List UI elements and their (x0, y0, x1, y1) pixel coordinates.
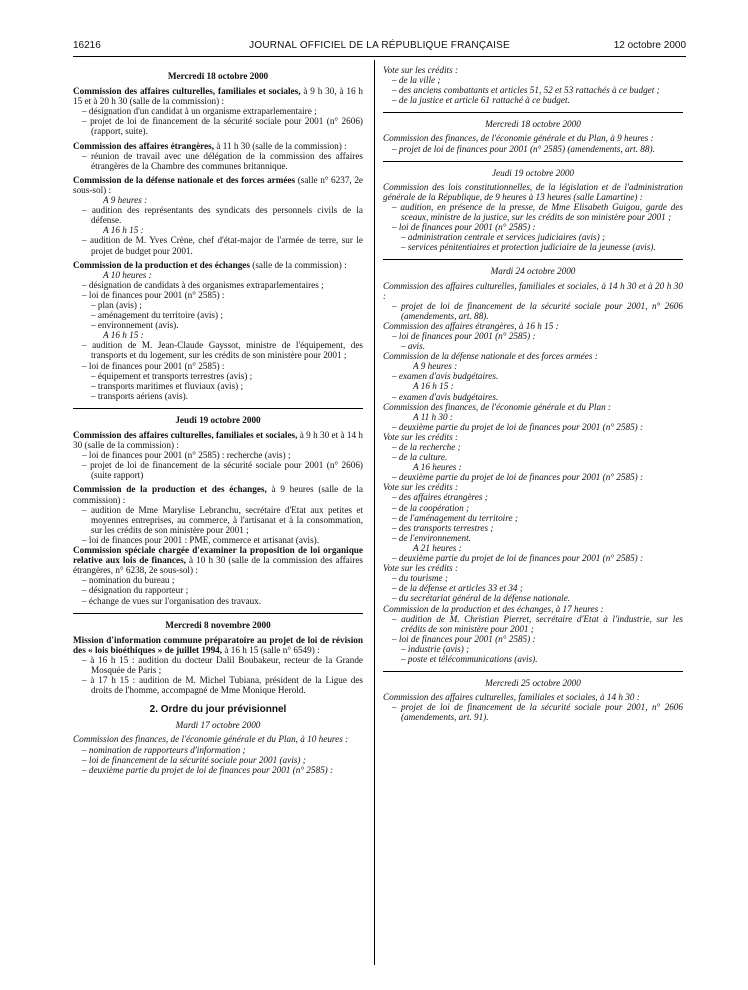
day-heading: Mardi 17 octobre 2000 (175, 720, 261, 731)
meeting-entry: Commission de la production et des échanges, à 9 heures (salle de la commission) : (73, 484, 364, 505)
time-label: A 11 h 30 : (413, 411, 453, 422)
time-label: A 21 heures : (413, 542, 462, 553)
meeting-entry: Commission des finances, de l'économie générale et du Plan, à 10 heures : (73, 734, 349, 745)
header-rule (73, 56, 686, 57)
section-divider (383, 259, 683, 260)
section-title: 2. Ordre du jour prévisionnel (149, 704, 287, 716)
agenda-item: – des affaires étrangères ; (392, 492, 488, 503)
agenda-item: – projet de loi de financement de la sécurité sociale pour 2001 (n° 2606) (rapport, suite). (82, 116, 363, 137)
agenda-item: – loi de finances pour 2001 (n° 2585) : (82, 289, 225, 300)
agenda-item: – de la coopération ; (392, 502, 470, 513)
meeting-entry: Mission d'information commune préparatoire au projet de loi de révision des « lois bioéthiques » de juillet 1994, à 16 h 15 (salle n° 6549) : (73, 634, 363, 655)
agenda-item: – deuxième partie du projet de loi de finances pour 2001 (n° 2585) : (82, 764, 334, 775)
agenda-item: – de la justice et article 61 rattaché à ce budget. (392, 95, 570, 106)
agenda-item: – nomination du bureau ; (82, 575, 175, 586)
agenda-subitem: – avis. (401, 341, 425, 352)
agenda-subitem: – équipement et transports terrestres (avis) ; (91, 370, 253, 381)
time-label: A 16 h 15 : (103, 225, 144, 236)
agenda-item: – loi de finances pour 2001 (n° 2585) : (392, 222, 536, 233)
agenda-subitem: – aménagement du territoire (avis) ; (91, 310, 223, 321)
issue-date: 12 octobre 2000 (613, 40, 686, 51)
meeting-entry: Commission des affaires étrangères, à 16 h 15 : (383, 320, 559, 331)
day-heading: Mercredi 25 octobre 2000 (485, 678, 581, 689)
agenda-item: – loi de financement de la sécurité sociale pour 2001 (avis) ; (82, 754, 306, 765)
agenda-item: – audition de M. Jean-Claude Gayssot, ministre de l'équipement, des transports et du logement, sur les crédits de son ministère pour 2001 ; (82, 340, 363, 361)
meeting-entry: Commission de la production et des échanges (salle de la commission) : (73, 259, 347, 270)
agenda-item: – échange de vues sur l'organisation des travaux. (82, 595, 262, 606)
time-label: A 9 heures : (413, 361, 458, 372)
agenda-item: – de la recherche ; (392, 442, 461, 452)
agenda-item: – à 16 h 15 : audition du docteur Dalil Boubakeur, recteur de la Grande Mosquée de Paris ; (82, 654, 363, 675)
page-number: 16216 (73, 40, 101, 51)
agenda-item: – désignation du rapporteur ; (82, 585, 189, 596)
vote-intro: Vote sur les crédits : (383, 482, 459, 493)
time-label: A 16 h 15 : (103, 330, 144, 341)
agenda-subitem: – industrie (avis) ; (401, 643, 470, 654)
time-label: A 16 heures : (413, 462, 462, 473)
agenda-item: – examen d'avis budgétaires. (392, 391, 499, 402)
agenda-item: – désignation d'un candidat à un organisme extraparlementaire ; (82, 106, 317, 117)
meeting-entry: Commission des affaires culturelles, familiales et sociales, à 14 h 30 : (383, 692, 640, 703)
agenda-item: – des anciens combattants et articles 51, 52 et 53 rattachés à ce budget ; (392, 85, 660, 96)
agenda-item: – deuxième partie du projet de loi de finances pour 2001 (n° 2585) : (392, 553, 644, 564)
agenda-subitem: – environnement (avis). (91, 320, 179, 331)
agenda-item: – examen d'avis budgétaires. (392, 371, 499, 382)
agenda-item: – loi de finances pour 2001 (n° 2585) : (392, 633, 536, 644)
agenda-item: – projet de loi de financement de la sécurité sociale pour 2001, n° 2606 (amendements, art. 91). (392, 702, 683, 723)
meeting-entry: Commission des affaires culturelles, familiales et sociales, à 9 h 30 et à 14 h 30 (salle de la commission) : (73, 430, 364, 451)
meeting-entry: Commission des affaires culturelles, familiales et sociales, à 9 h 30, à 16 h 15 et à 20 h 30 (salle de la commission) : (73, 86, 364, 107)
page-header (73, 40, 686, 54)
agenda-item: – réunion de travail avec une délégation de la commission des affaires étrangères de la Chambre des communes britannique. (82, 150, 363, 171)
agenda-item: – de l'environnement. (392, 532, 471, 543)
agenda-item: – de la ville ; (392, 75, 441, 86)
meeting-entry: Commission des affaires étrangères, à 11 h 30 (salle de la commission) : (73, 140, 347, 151)
day-heading: Mercredi 18 octobre 2000 (485, 119, 581, 130)
agenda-item: – deuxième partie du projet de loi de finances pour 2001 (n° 2585) : (392, 421, 644, 432)
journal-title: JOURNAL OFFICIEL DE LA RÉPUBLIQUE FRANÇAISE (249, 40, 510, 51)
agenda-item: – audition de M. Yves Crène, chef d'état-major de l'armée de terre, sur le projet de budget pour 2001. (82, 235, 363, 256)
agenda-item: – loi de finances pour 2001 : PME, commerce et artisanat (avis). (82, 534, 320, 545)
left-column (73, 65, 363, 775)
right-column (383, 65, 683, 722)
day-heading: Mercredi 8 novembre 2000 (165, 619, 271, 630)
section-divider (383, 161, 683, 162)
meeting-entry: Commission des lois constitutionnelles, de la législation et de l'administration générale de la République, de 9 heures à 13 heures (salle Lamartine) : (383, 181, 683, 202)
agenda-item: – projet de loi de financement de la sécurité sociale pour 2001, n° 2606 (amendements, art. 88). (392, 300, 683, 321)
agenda-subitem: – transports aériens (avis). (91, 390, 188, 401)
meeting-entry: Commission des affaires culturelles, familiales et sociales, à 14 h 30 et à 20 h 30 : (383, 280, 683, 301)
meeting-entry: Commission spéciale chargée d'examiner la proposition de loi organique relative aux lois de finances, à 10 h 30 (salle de la commission des affaires étrangères, n° 6238, 2e sous-sol) : (73, 545, 363, 576)
day-heading: Jeudi 19 octobre 2000 (491, 167, 575, 178)
meeting-entry: Commission des finances, de l'économie générale et du Plan : (383, 401, 612, 412)
agenda-subitem: – plan (avis) ; (91, 299, 142, 310)
section-divider (73, 408, 363, 409)
agenda-item: – de l'aménagement du territoire ; (392, 512, 518, 523)
agenda-item: – nomination de rapporteurs d'information ; (82, 744, 246, 755)
meeting-entry: Commission de la défense nationale et des forces armées : (383, 351, 598, 362)
agenda-subitem: – poste et télécommunications (avis). (401, 653, 538, 664)
agenda-item: – des transports terrestres ; (392, 522, 494, 533)
day-heading: Mercredi 18 octobre 2000 (167, 71, 269, 81)
agenda-item: – audition de M. Christian Pierret, secrétaire d'Etat à l'industrie, sur les crédits de son ministère pour 2001 ; (392, 613, 683, 634)
time-label: A 16 h 15 : (413, 381, 454, 392)
agenda-item: – projet de loi de finances pour 2001 (n° 2585) (amendements, art. 88). (392, 143, 655, 154)
agenda-item: – loi de finances pour 2001 (n° 2585) : recherche (avis) ; (82, 450, 291, 461)
agenda-item: – loi de finances pour 2001 (n° 2585) : (82, 360, 225, 371)
time-label: A 9 heures : (103, 195, 148, 206)
vote-intro: Vote sur les crédits : (383, 65, 459, 75)
agenda-item: – projet de loi de financement de la sécurité sociale pour 2001 (n° 2606) (suite rapport) (82, 460, 363, 481)
agenda-item: – audition de Mme Marylise Lebranchu, secrétaire d'Etat aux petites et moyennes entreprises, au commerce, à l'artisanat et à la consommation, sur les crédits de son ministère pour 2001 ; (82, 504, 363, 535)
vote-intro: Vote sur les crédits : (383, 563, 459, 574)
meeting-entry: Commission des finances, de l'économie générale et du Plan, à 9 heures : (383, 133, 654, 144)
section-divider (73, 613, 363, 614)
vote-intro: Vote sur les crédits : (383, 431, 459, 442)
agenda-item: – audition des représentants des syndicats des personnels civils de la défense. (82, 205, 363, 226)
section-divider (383, 671, 683, 672)
agenda-item: – de la culture. (392, 452, 448, 463)
agenda-item: – à 17 h 15 : audition de M. Michel Tubiana, président de la Ligue des droits de l'homme, accompagné de Mme Monique Herold. (82, 675, 363, 696)
meeting-entry: Commission de la production et des échanges, à 17 heures : (383, 603, 604, 614)
agenda-subitem: – transports maritimes et fluviaux (avis) ; (91, 380, 244, 391)
meeting-entry: Commission de la défense nationale et des forces armées (salle n° 6237, 2e sous-sol) : (73, 174, 363, 195)
agenda-subitem: – administration centrale et services judiciaires (avis) ; (401, 232, 606, 243)
section-divider (383, 112, 683, 113)
day-heading: Mardi 24 octobre 2000 (490, 266, 576, 277)
agenda-subitem: – services pénitentiaires et protection judiciaire de la jeunesse (avis). (401, 242, 656, 253)
agenda-item: – du tourisme ; (392, 573, 448, 584)
agenda-item: – deuxième partie du projet de loi de finances pour 2001 (n° 2585) : (392, 472, 644, 483)
agenda-item: – du secrétariat général de la défense nationale. (392, 593, 571, 604)
column-divider (374, 60, 375, 965)
time-label: A 10 heures : (103, 269, 152, 280)
day-heading: Jeudi 19 octobre 2000 (175, 414, 261, 425)
agenda-item: – loi de finances pour 2001 (n° 2585) : (392, 330, 536, 341)
agenda-item: – audition, en présence de la presse, de Mme Elisabeth Guigou, garde des sceaux, ministre de la justice, sur les crédits de son ministère pour 2001 ; (392, 201, 683, 223)
agenda-item: – désignation de candidats à des organismes extraparlementaires ; (82, 279, 324, 290)
agenda-item: – de la défense et articles 33 et 34 ; (392, 583, 523, 594)
